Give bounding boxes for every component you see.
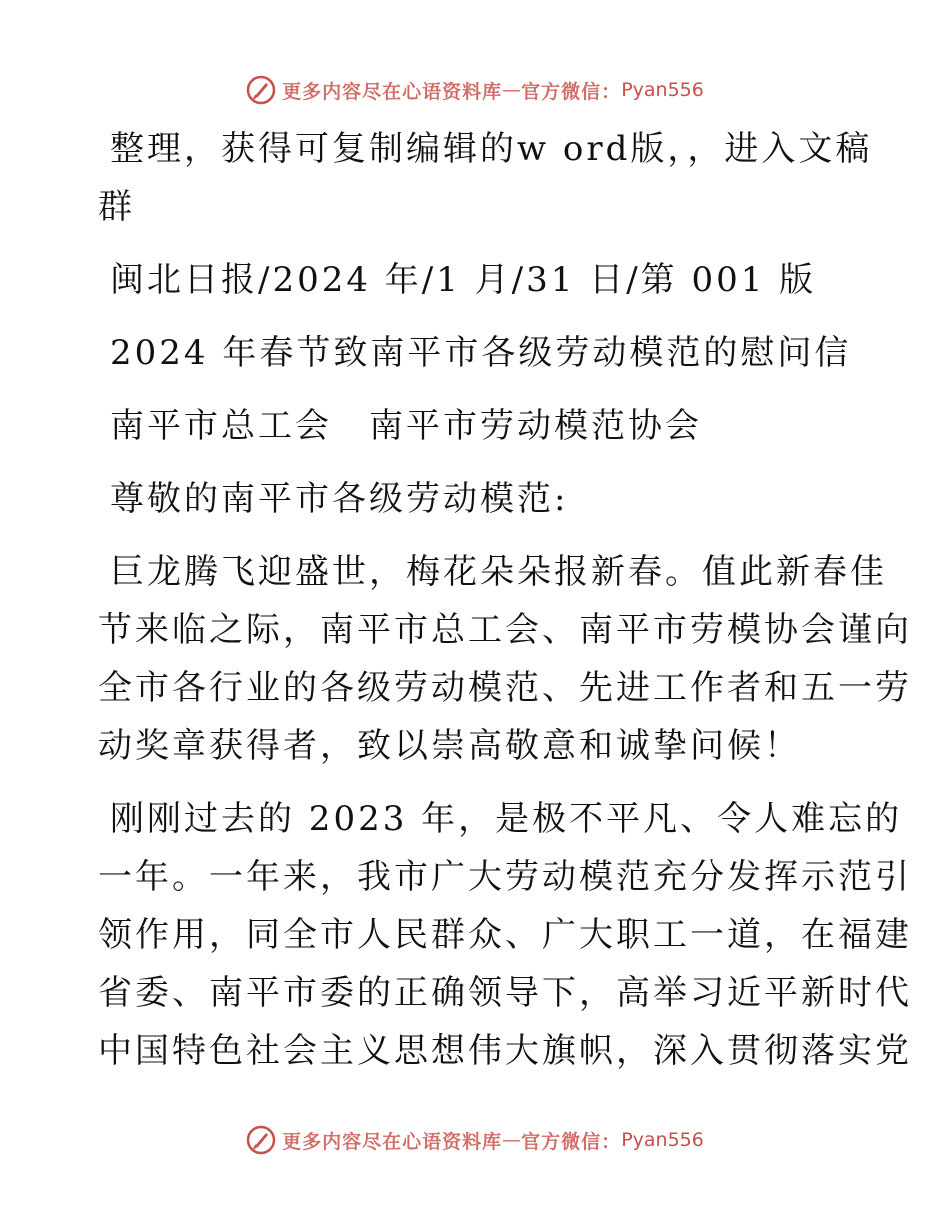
paragraph-line: 动奖章获得者，致以崇高敬意和诚挚问候！ bbox=[98, 726, 801, 766]
paragraph-line: 省委、南平市委的正确领导下，高举习近平新时代 bbox=[98, 973, 912, 1013]
authors-line: 南平市总工会 南平市劳动模范协会 bbox=[110, 406, 702, 446]
intro-line: 整理，获得可复制编辑的w ord版，，进入文稿 bbox=[110, 129, 873, 169]
watermark-label: 官方微信： bbox=[521, 1130, 622, 1153]
paragraph-line: 全市各行业的各级劳动模范、先进工作者和五一劳 bbox=[98, 668, 912, 708]
salutation: 尊敬的南平市各级劳动模范: bbox=[110, 479, 569, 519]
document-title: 2024 年春节致南平市各级劳动模范的慰问信 bbox=[110, 333, 852, 373]
watermark-text: 更多内容尽在心语资料库 bbox=[282, 1130, 503, 1153]
quill-logo-icon bbox=[246, 1125, 276, 1155]
watermark-account: Pyan556 bbox=[621, 79, 704, 101]
paragraph-line: 刚刚过去的 2023 年，是极不平凡、令人难忘的 bbox=[110, 799, 903, 839]
paragraph-line: 领作用，同全市人民群众、广大职工一道，在福建 bbox=[98, 915, 912, 955]
watermark-separator: — bbox=[502, 1129, 522, 1151]
footer-watermark bbox=[0, 1120, 950, 1160]
watermark-label: 官方微信： bbox=[521, 80, 622, 103]
source-line: 闽北日报/2024 年/1 月/31 日/第 001 版 bbox=[110, 260, 817, 300]
header-watermark bbox=[0, 70, 950, 110]
paragraph-line: 一年。一年来，我市广大劳动模范充分发挥示范引 bbox=[98, 857, 912, 897]
paragraph-line: 节来临之际，南平市总工会、南平市劳模协会谨向 bbox=[98, 610, 912, 650]
quill-logo-icon bbox=[246, 75, 276, 105]
document-body bbox=[98, 120, 912, 1080]
paragraph-line: 中国特色社会主义思想伟大旗帜，深入贯彻落实党 bbox=[98, 1031, 912, 1071]
watermark-text: 更多内容尽在心语资料库 bbox=[282, 80, 503, 103]
intro-line: 群 bbox=[98, 187, 135, 227]
watermark-separator: — bbox=[502, 79, 522, 101]
watermark-account: Pyan556 bbox=[621, 1129, 704, 1151]
paragraph-line: 巨龙腾飞迎盛世，梅花朵朵报新春。值此新春佳 bbox=[110, 552, 887, 592]
